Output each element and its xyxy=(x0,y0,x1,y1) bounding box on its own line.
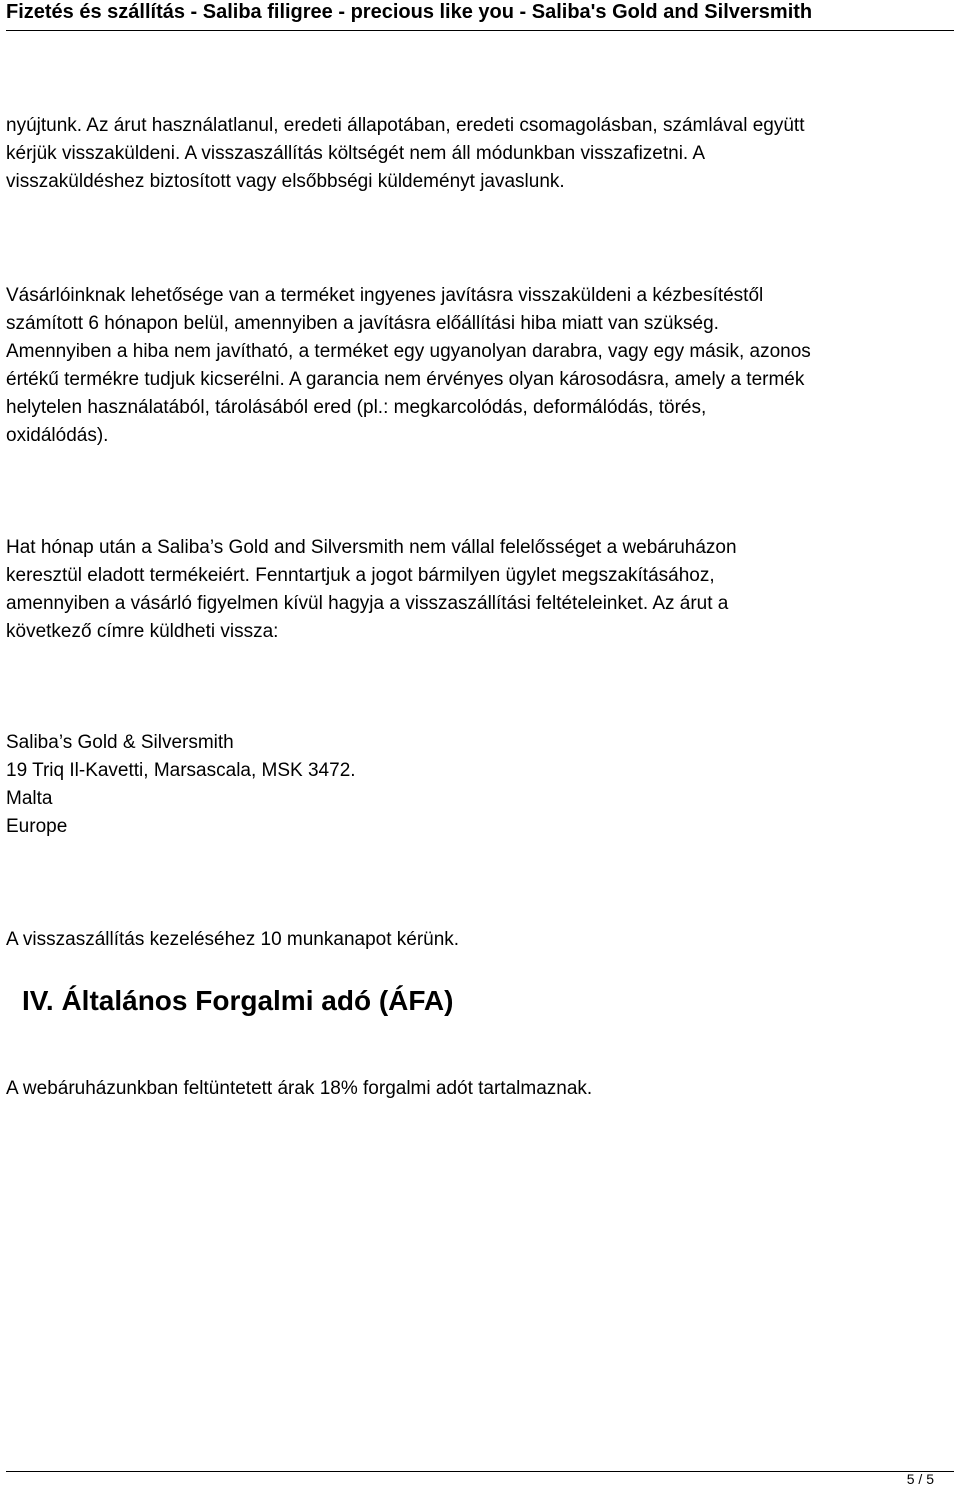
liability-paragraph xyxy=(6,534,956,646)
paragraph-line: Vásárlóinknak lehetősége van a terméket ingyenes javításra visszaküldeni a kézbesítéstől xyxy=(6,285,764,306)
paragraph-line: értékű termékre tudjuk kicserélni. A garancia nem érvényes olyan károsodásra, amely a termék xyxy=(6,369,805,390)
address-street: 19 Triq Il-Kavetti, Marsascala, MSK 3472. xyxy=(6,760,356,781)
paragraph-line: visszaküldéshez biztosított vagy elsőbbségi küldeményt javaslunk. xyxy=(6,171,565,192)
document-title: Fizetés és szállítás - Saliba filigree - precious like you - Saliba's Gold and Silversmith xyxy=(6,1,813,23)
address-company: Saliba’s Gold & Silversmith xyxy=(6,732,234,753)
page-number: 5 / 5 xyxy=(906,1471,934,1487)
warranty-paragraph xyxy=(6,282,956,450)
header-divider xyxy=(6,30,954,31)
paragraph-line: következő címre küldheti vissza: xyxy=(6,621,279,642)
return-terms-paragraph xyxy=(6,112,956,196)
vat-paragraph xyxy=(6,1075,956,1103)
paragraph-line: oxidálódás). xyxy=(6,425,109,446)
paragraph-line: Hat hónap után a Saliba’s Gold and Silversmith nem vállal felelősséget a webáruházon xyxy=(6,537,737,558)
footer-divider xyxy=(6,1471,954,1472)
paragraph-line: A webáruházunkban feltüntetett árak 18% forgalmi adót tartalmaznak. xyxy=(6,1078,593,1099)
paragraph-line: számított 6 hónapon belül, amennyiben a javításra előállítási hiba miatt van szükség. xyxy=(6,313,719,334)
paragraph-line: helytelen használatából, tárolásából ered (pl.: megkarcolódás, deformálódás, törés, xyxy=(6,397,707,418)
processing-time-paragraph xyxy=(6,926,956,954)
paragraph-line: kérjük visszaküldeni. A visszaszállítás költségét nem áll módunkban visszafizetni. A xyxy=(6,143,706,164)
paragraph-line: keresztül eladott termékeiért. Fenntartjuk a jogot bármilyen ügylet megszakításához, xyxy=(6,565,715,586)
paragraph-line: nyújtunk. Az árut használatlanul, eredeti állapotában, eredeti csomagolásban, számlával együtt xyxy=(6,115,805,136)
return-address xyxy=(6,729,956,841)
address-region: Europe xyxy=(6,816,68,837)
address-country: Malta xyxy=(6,788,53,809)
paragraph-line: Amennyiben a hiba nem javítható, a terméket egy ugyanolyan darabra, vagy egy másik, azonos xyxy=(6,341,811,362)
section-heading-vat: IV. Általános Forgalmi adó (ÁFA) xyxy=(22,985,454,1016)
paragraph-line: A visszaszállítás kezeléséhez 10 munkanapot kérünk. xyxy=(6,929,460,950)
paragraph-line: amennyiben a vásárló figyelmen kívül hagyja a visszaszállítási feltételeinket. Az árut a xyxy=(6,593,729,614)
